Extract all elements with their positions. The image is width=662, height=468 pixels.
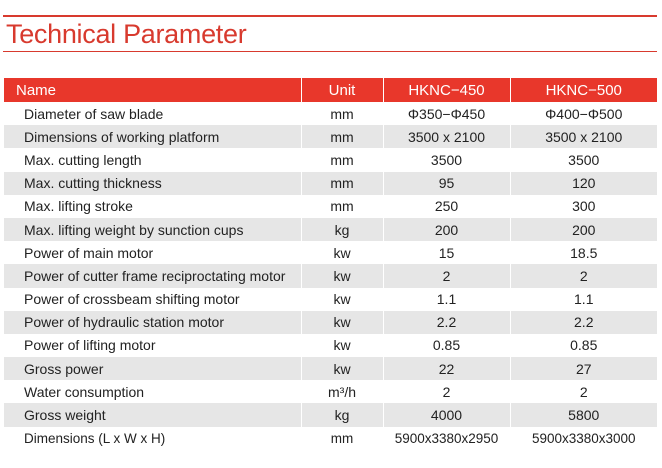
param-unit-cell: kg [301,403,383,426]
title-divider [3,51,657,52]
table-row [4,241,657,264]
param-unit-cell: mm [301,148,383,171]
param-unit-cell: mm [301,125,383,148]
param-model-b-cell: 2 [510,380,657,403]
param-model-b-cell: 300 [510,195,657,218]
param-unit-cell: kw [301,241,383,264]
table-row [4,172,657,195]
header-model-b: HKNC−500 [510,78,657,102]
header-unit: Unit [301,78,383,102]
param-name-cell: Power of main motor [4,241,301,264]
param-unit-cell: kg [301,218,383,241]
param-model-b-cell: 18.5 [510,241,657,264]
table-row [4,311,657,334]
table-row [4,218,657,241]
header-name: Name [4,78,301,102]
param-model-a-cell: 2 [383,264,510,287]
param-unit-cell: mm [301,172,383,195]
param-name-cell: Dimensions (L x W x H) [4,427,301,450]
param-unit-cell: kw [301,264,383,287]
table-row [4,102,657,125]
param-name-cell: Power of hydraulic station motor [4,311,301,334]
table-row [4,195,657,218]
param-model-b-cell: 0.85 [510,334,657,357]
table-row [4,357,657,380]
param-model-a-cell: 95 [383,172,510,195]
param-model-a-cell: 22 [383,357,510,380]
param-model-a-cell: 3500 x 2100 [383,125,510,148]
param-model-a-cell: 5900x3380x2950 [383,427,510,450]
param-model-b-cell: 120 [510,172,657,195]
table-body [4,102,657,450]
page-title: Technical Parameter [6,19,247,49]
param-model-a-cell: 4000 [383,403,510,426]
param-unit-cell: mm [301,195,383,218]
param-name-cell: Dimensions of working platform [4,125,301,148]
param-model-a-cell: 200 [383,218,510,241]
table-row [4,334,657,357]
param-name-cell: Power of lifting motor [4,334,301,357]
param-unit-cell: kw [301,288,383,311]
param-model-a-cell: 1.1 [383,288,510,311]
table-row [4,148,657,171]
param-name-cell: Max. cutting thickness [4,172,301,195]
param-model-b-cell: 3500 x 2100 [510,125,657,148]
param-unit-cell: mm [301,102,383,125]
param-name-cell: Water consumption [4,380,301,403]
param-name-cell: Power of cutter frame reciproctating motor [4,264,301,287]
param-unit-cell: kw [301,357,383,380]
table-row [4,380,657,403]
param-model-b-cell: 3500 [510,148,657,171]
param-unit-cell: kw [301,311,383,334]
param-model-b-cell: 1.1 [510,288,657,311]
param-model-a-cell: 2 [383,380,510,403]
table-row [4,288,657,311]
param-unit-cell: mm [301,427,383,450]
param-model-a-cell: 15 [383,241,510,264]
param-name-cell: Power of crossbeam shifting motor [4,288,301,311]
table-row [4,403,657,426]
param-unit-cell: m³/h [301,380,383,403]
param-model-a-cell: Φ350−Φ450 [383,102,510,125]
param-model-a-cell: 3500 [383,148,510,171]
param-model-b-cell: 5900x3380x3000 [510,427,657,450]
param-model-b-cell: Φ400−Φ500 [510,102,657,125]
param-name-cell: Gross power [4,357,301,380]
header-model-a: HKNC−450 [383,78,510,102]
param-model-b-cell: 200 [510,218,657,241]
param-name-cell: Gross weight [4,403,301,426]
param-name-cell: Max. lifting stroke [4,195,301,218]
parameter-table [4,78,657,450]
param-model-b-cell: 2 [510,264,657,287]
param-unit-cell: kw [301,334,383,357]
param-name-cell: Max. lifting weight by sunction cups [4,218,301,241]
table-row [4,264,657,287]
param-name-cell: Diameter of saw blade [4,102,301,125]
param-name-cell: Max. cutting length [4,148,301,171]
param-model-b-cell: 27 [510,357,657,380]
param-model-a-cell: 2.2 [383,311,510,334]
table-row [4,427,657,450]
param-model-a-cell: 0.85 [383,334,510,357]
param-model-a-cell: 250 [383,195,510,218]
table-header-row [4,78,657,102]
param-model-b-cell: 2.2 [510,311,657,334]
param-model-b-cell: 5800 [510,403,657,426]
table-row [4,125,657,148]
